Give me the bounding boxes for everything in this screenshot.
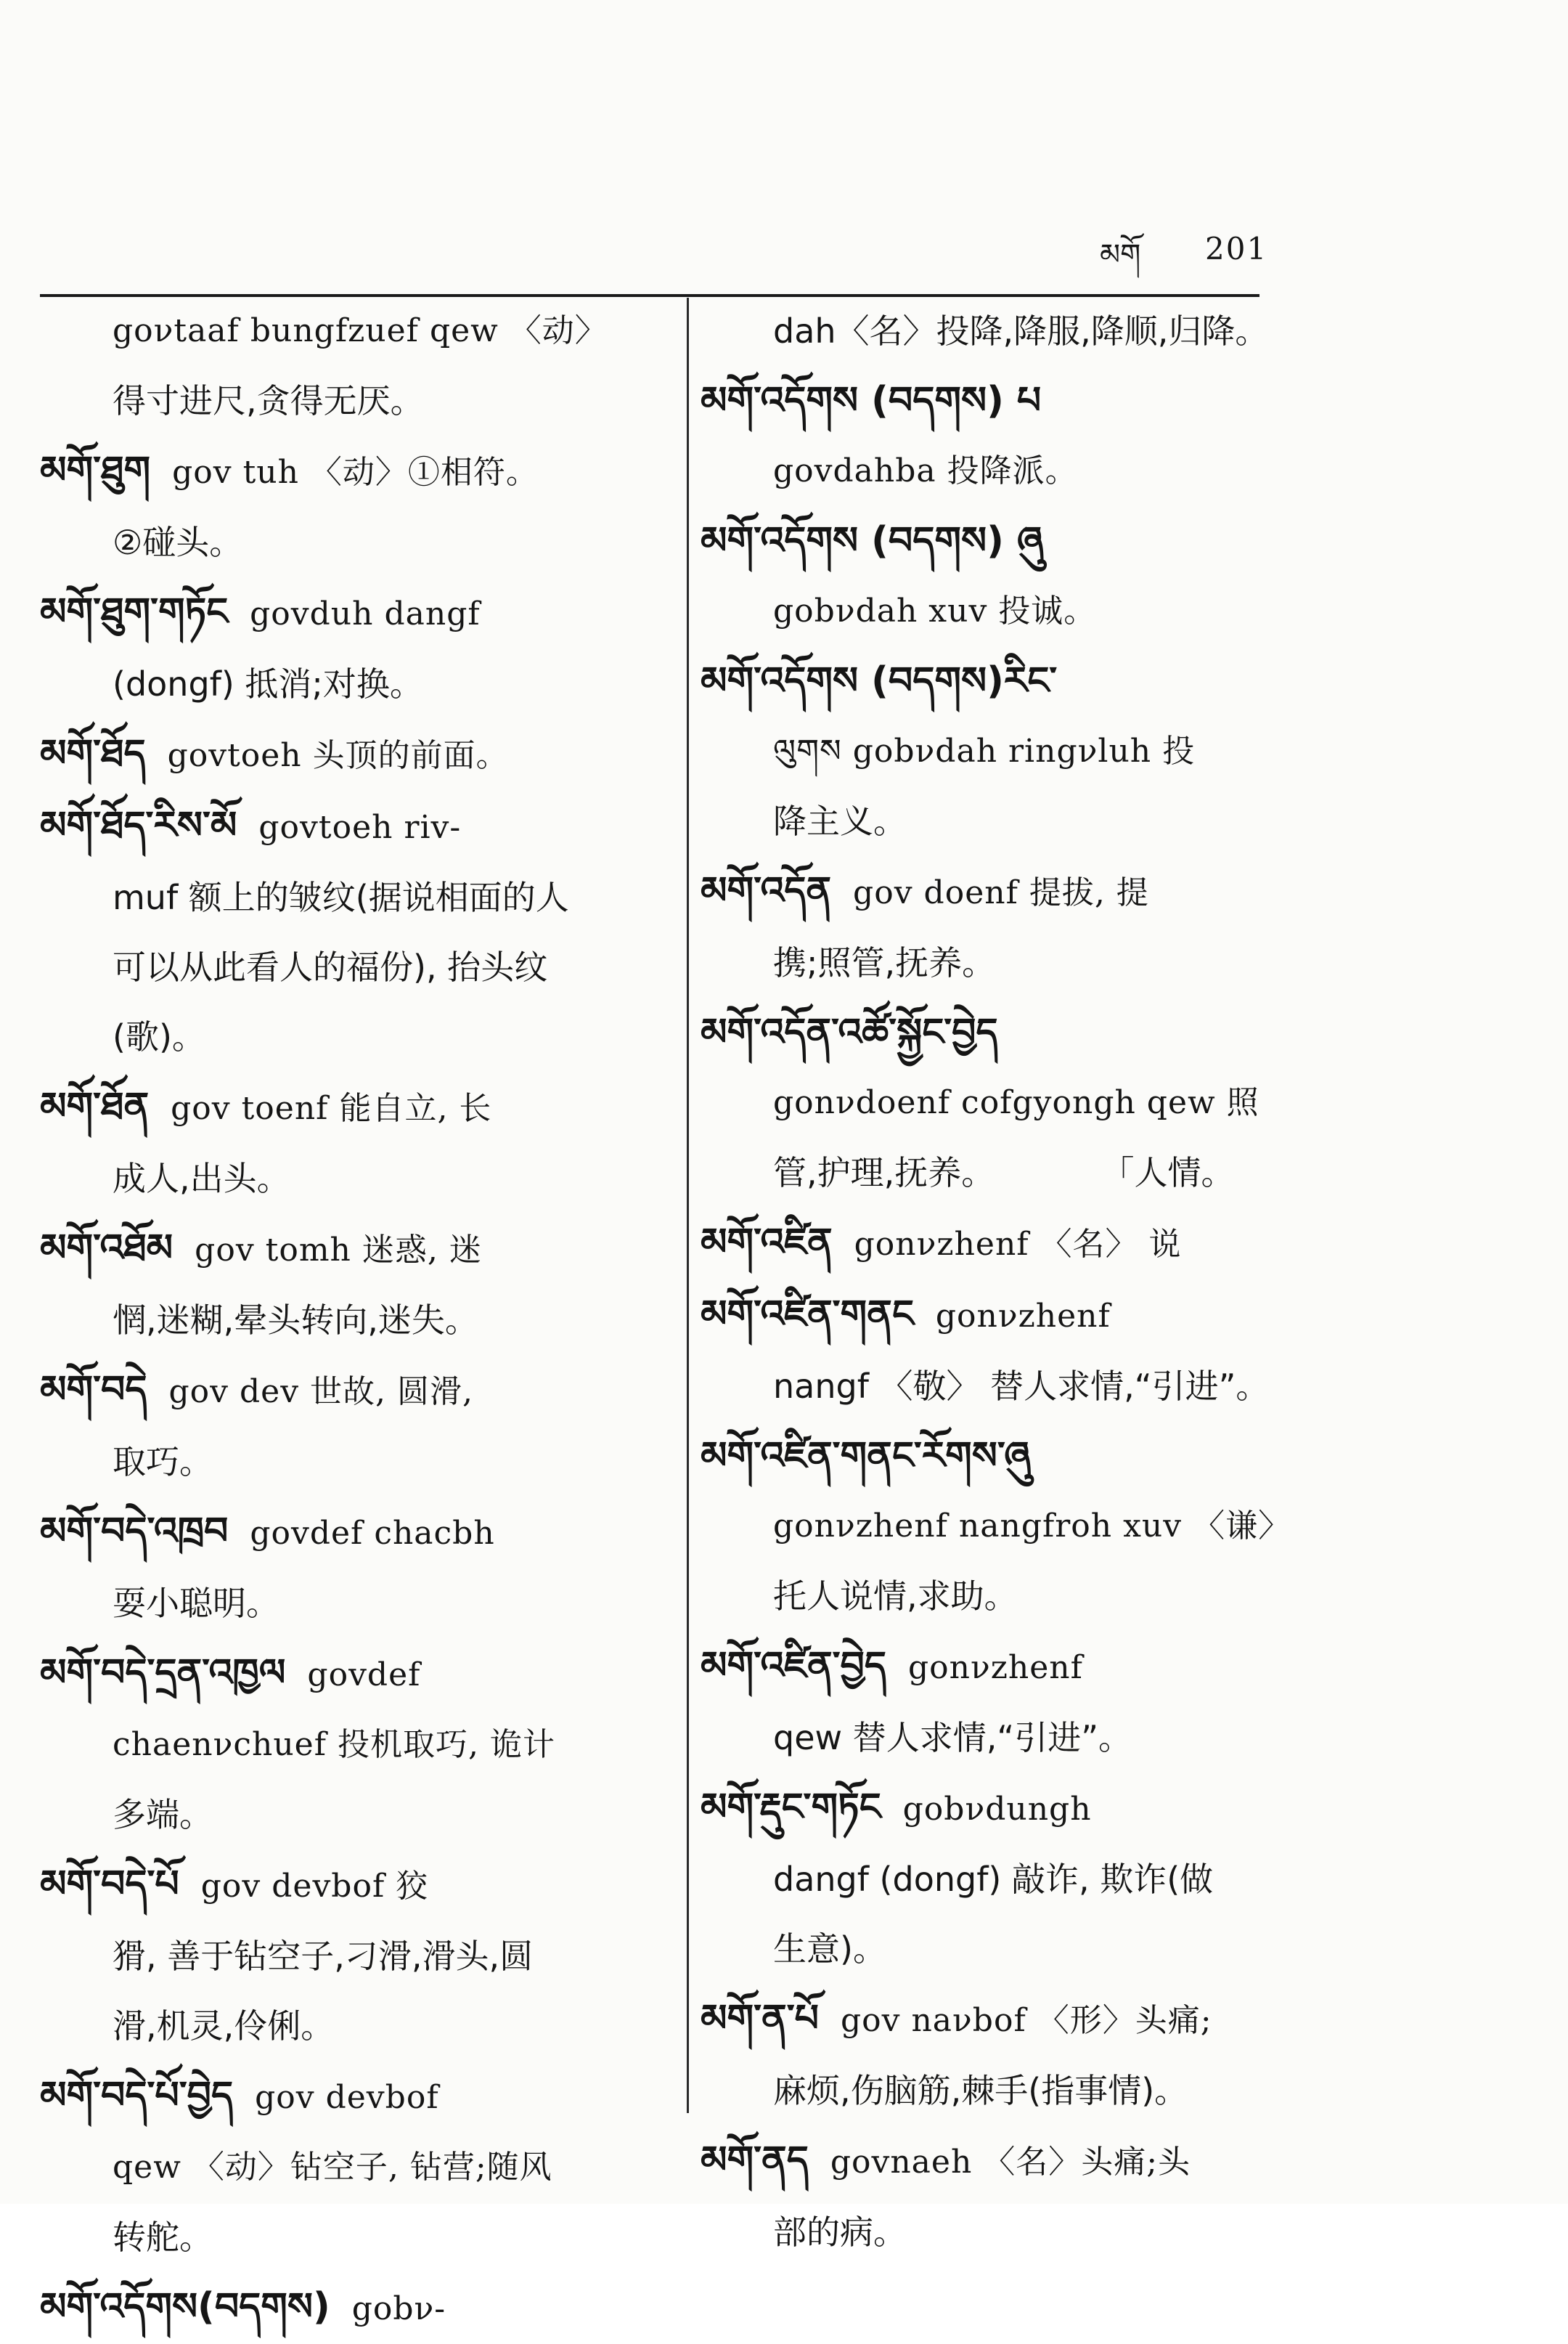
dictionary-entry: [701, 1773, 1332, 1984]
dictionary-entry: [701, 1279, 1332, 1421]
entry-text: 耍小聪明。: [113, 1584, 279, 1623]
entry-text: 生意)。: [773, 1929, 886, 1969]
dictionary-entry: [40, 719, 664, 791]
dictionary-entry: [40, 2061, 664, 2272]
entry-text: gonνzhenf: [935, 1298, 1111, 1335]
entry-headword: མགོ་འདོགས (བདགས)རིང་: [701, 659, 1058, 703]
dictionary-entry: [701, 856, 1332, 998]
entry-headword: མགོ་ཐོད་རིས་མོ: [40, 804, 237, 847]
entry-headword: མགོ་བདེ་པོ་བྱེད: [40, 2074, 234, 2117]
dictionary-entry: [40, 1849, 664, 2061]
dictionary-entry: [701, 1631, 1332, 1773]
dictionary-entry: [40, 436, 664, 577]
running-header-word: མགོ: [1100, 238, 1141, 272]
dictionary-entry: [701, 366, 1332, 506]
entry-text: gonνdoenf cofgyongh qew 照: [773, 1084, 1259, 1121]
entry-headword: མགོ་འཛིན: [701, 1221, 833, 1264]
dictionary-entry: [40, 1213, 664, 1355]
entry-headword: མགོ་ནད: [701, 2139, 809, 2182]
entry-text: gobνdah xuv 投诚。: [773, 593, 1097, 630]
entry-headword: མགོ་འདོགས (བདགས) པ: [701, 379, 1042, 423]
entry-text: gov toenf 能自立, 长: [171, 1090, 492, 1127]
entry-headword: མགོ་རྡུང་གཏོང: [701, 1786, 881, 1829]
entry-headword: མགོ་བདེ་པོ: [40, 1863, 179, 1906]
entry-headword: མགོ་འདོགས(བདགས): [40, 2285, 330, 2329]
entry-headword: མགོ་བདེ: [40, 1368, 147, 1412]
dictionary-entry: [701, 1984, 1332, 2125]
entry-text: (dongf) 抵消;对换。: [113, 664, 423, 704]
dictionary-entry: [40, 1072, 664, 1213]
dictionary-entry: [40, 1355, 664, 1497]
entry-text: govdef: [307, 1656, 421, 1693]
dictionary-entry: [701, 506, 1332, 646]
entry-headword: མགོ་འཛིན་གནང་རོགས་ཞུ: [701, 1434, 1031, 1478]
entry-text: dah〈名〉投降,降服,降顺,归降。: [773, 312, 1269, 351]
entry-text: govdef chacbh: [250, 1515, 495, 1552]
entry-text: gov naνbof 〈形〉头痛;: [840, 2002, 1212, 2039]
entry-headword: མགོ་འཛིན་བྱེད: [701, 1644, 886, 1688]
entry-headword: མགོ་ན་པོ: [701, 1997, 819, 2040]
dictionary-entry: [701, 2125, 1332, 2267]
entry-text: 成人,出头。: [113, 1159, 290, 1198]
entry-text: gov dev 世故, 圆滑,: [168, 1373, 473, 1410]
page-number: 201: [1205, 231, 1268, 266]
entry-text: muf 额上的皱纹(据说相面的人: [113, 878, 569, 917]
entry-text: govtoeh riv-: [258, 809, 462, 846]
entry-headword: མགོ་འཛིན་གནང: [701, 1293, 914, 1336]
entry-text: goνtaaf bungfzuef qew 〈动〉: [113, 312, 608, 349]
left-column: [40, 296, 664, 2344]
entry-text: gonνzhenf nangfroh xuv 〈谦〉: [773, 1507, 1291, 1545]
entry-headword: མགོ་བདེ་འཁྲབ: [40, 1510, 229, 1553]
entry-text: gobνdungh: [902, 1791, 1092, 1828]
entry-text: dangf (dongf) 敲诈, 欺诈(做: [773, 1860, 1214, 1899]
entry-text: 托人说情,求助。: [773, 1576, 1018, 1616]
dictionary-entry: [40, 296, 664, 436]
entry-text: gov tomh 迷惑, 迷: [195, 1232, 482, 1269]
right-column: [701, 296, 1332, 2267]
entry-text: qew 替人求情,“引进”。: [773, 1718, 1132, 1757]
dictionary-entry: [701, 1421, 1332, 1631]
entry-text: govnaeh 〈名〉头痛;头: [830, 2144, 1191, 2181]
entry-text: 管,护理,抚养。 「人情。: [773, 1153, 1235, 1192]
entry-text: 降主义。: [773, 802, 907, 841]
entry-text: chaenνchuef 投机取巧, 诡计: [113, 1726, 555, 1763]
entry-text: 猾, 善于钻空子,刁滑,滑头,圆: [113, 1937, 534, 1976]
entry-text: 麻烦,伤脑筋,棘手(指事情)。: [773, 2071, 1188, 2110]
entry-text: govdahba 投降派。: [773, 452, 1078, 489]
entry-text: 滑,机灵,伶俐。: [113, 2006, 335, 2046]
entry-text: 可以从此看人的福份), 抬头纹: [113, 948, 548, 987]
entry-text: 部的病。: [773, 2213, 907, 2252]
entry-text: gov doenf 提拔, 提: [853, 874, 1149, 911]
entry-text: gobν-: [351, 2290, 446, 2327]
dictionary-entry: [40, 1497, 664, 1638]
entry-headword: མགོ་ཐུག: [40, 449, 151, 492]
entry-text: ལུགས gobνdah ringνluh 投: [773, 733, 1196, 770]
entry-text: 转舵。: [113, 2218, 213, 2257]
entry-headword: མགོ་འདོན: [701, 869, 832, 913]
entry-text: 携;照管,抚养。: [773, 943, 996, 982]
entry-text: ②碰头。: [113, 523, 243, 562]
entry-text: 惘,迷糊,晕头转向,迷失。: [113, 1301, 478, 1340]
dictionary-entry: [701, 998, 1332, 1208]
entry-text: qew 〈动〉钻空子, 钻营;随风: [113, 2149, 552, 2186]
entry-text: (歌)。: [113, 1017, 205, 1057]
entry-headword: མགོ་ཐུག་གཏོང: [40, 590, 229, 634]
entry-headword: མགོ་འདོགས (བདགས) ཞུ: [701, 519, 1044, 563]
dictionary-entry: [40, 2272, 664, 2344]
entry-text: gonνzhenf 〈名〉 说: [854, 1226, 1182, 1263]
entry-headword: མགོ་ཐོད: [40, 732, 146, 776]
dictionary-entry: [701, 296, 1332, 366]
entry-text: gov devbof: [255, 2079, 439, 2116]
entry-headword: མགོ་བདེ་དྲན་འཁྱལ: [40, 1651, 286, 1695]
entry-text: govtoeh 头顶的前面。: [167, 737, 509, 774]
entry-text: gov tuh 〈动〉①相符。: [172, 454, 539, 491]
entry-text: gov devbof 狡: [200, 1868, 429, 1905]
entry-text: gonνzhenf: [908, 1649, 1083, 1686]
entry-text: govduh dangf: [250, 595, 481, 632]
entry-text: 得寸进尺,贪得无厌。: [113, 381, 424, 420]
entry-text: 取巧。: [113, 1442, 213, 1481]
entry-text: 多端。: [113, 1795, 213, 1834]
dictionary-entry: [701, 646, 1332, 856]
entry-headword: མགོ་འདོན་འཚོ་སྐྱོང་བྱེད: [701, 1011, 998, 1054]
entry-text: nangf 〈敬〉 替人求情,“引进”。: [773, 1367, 1270, 1406]
dictionary-entry: [40, 791, 664, 1072]
entry-headword: མགོ་ཐོན: [40, 1085, 150, 1128]
dictionary-entry: [701, 1208, 1332, 1279]
dictionary-entry: [40, 577, 664, 719]
dictionary-entry: [40, 1638, 664, 1849]
column-divider: [687, 298, 689, 2113]
entry-headword: མགོ་འཐོམ: [40, 1226, 173, 1270]
